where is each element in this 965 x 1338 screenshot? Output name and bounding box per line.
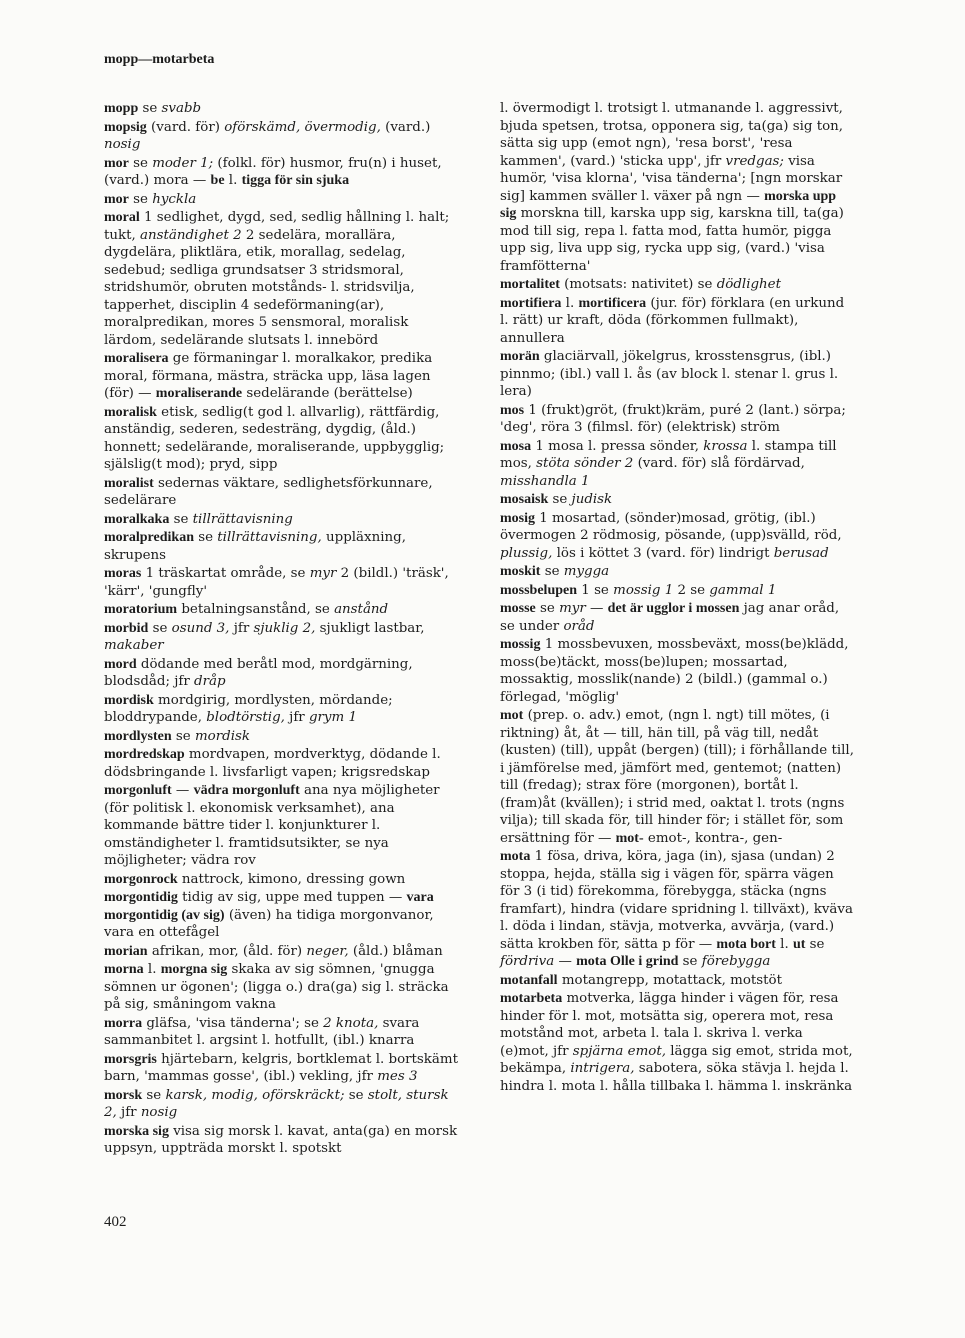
cross-reference: fördriva	[500, 954, 555, 969]
cross-reference: mordisk	[194, 728, 250, 744]
headword: morska upp sig	[500, 188, 837, 221]
definition-text: jfr	[284, 710, 309, 725]
headword: mosaisk	[500, 492, 549, 507]
dictionary-entry	[104, 601, 459, 619]
headword: mor	[104, 191, 129, 207]
headword: mosig	[500, 510, 535, 526]
dictionary-entry	[104, 746, 459, 781]
cross-reference: krossa	[703, 438, 748, 454]
definition-text: emot-, kontra-, gen-	[643, 830, 783, 846]
cross-reference: tillrättavisning,	[217, 530, 322, 545]
cross-reference: dödlighet	[716, 277, 781, 292]
definition-text: 1 mosartad, (sönder)mosad, grötig, (ibl.) övermogen 2 rödmosig, pösande, (upp)svälld, röd,	[500, 510, 842, 543]
headword: moralpredikan	[104, 530, 194, 545]
dictionary-entry	[104, 209, 459, 349]
cross-reference: neger,	[306, 943, 349, 959]
definition-text: 1 (frukt)gröt, (frukt)kräm, puré 2 (lant.) sörpa; 'deg', röra 3 (filmsl. för) (elektrisk) ström	[500, 402, 846, 435]
definition-text: 1 mossbevuxen, mossbeväxt, moss(be)klädd, moss(be)täckt, moss(be)lupen; mossartad, mossaktig, mosslik(nande) 2 (bildl.) (gammal o.) förlegad, 'möglig'	[500, 637, 849, 705]
cross-reference: stolt, stursk 2,	[104, 1087, 449, 1120]
dictionary-entry	[104, 1051, 459, 1086]
definition-text: 1 mosa l. pressa sönder,	[531, 438, 704, 454]
cross-reference: tillrättavisning	[192, 511, 293, 527]
dictionary-entry	[500, 276, 855, 294]
dictionary-entry	[104, 100, 459, 118]
cross-reference: anständighet 2	[140, 227, 242, 243]
dictionary-entry	[104, 889, 459, 942]
definition-text: (åld.) blåman	[348, 943, 443, 959]
definition-text: —	[585, 601, 608, 616]
headword: mossbelupen	[500, 582, 578, 598]
definition-text: se	[678, 954, 702, 969]
headword: moraliserande	[155, 386, 243, 401]
definition-text: mordvapen, mordverktyg, dödande l. dödsbringande l. livsfarligt vapen; krigsredskap	[104, 747, 441, 780]
definition-text: visa humör, 'visa klorna', 'visa tänderna'; [ngn morskar sig] kammen sväller l. växer på ngn —	[500, 153, 843, 204]
definition-text: motverka, lägga hinder i vägen för, resa hinder för l. mot, motsätta sig, operera mot, resa motstånd mot, arbeta l. tala l. skriva l. verka (e)mot, jfr	[500, 991, 839, 1059]
headword: morna	[104, 962, 144, 977]
definition-text: se	[535, 601, 560, 616]
cross-reference: berusad	[773, 545, 829, 561]
cross-reference: mossig 1	[613, 582, 674, 598]
dictionary-entry	[104, 656, 459, 691]
headword: mota Olle i grind	[576, 954, 679, 969]
headword: mordisk	[104, 692, 154, 708]
dictionary-entry	[500, 491, 855, 509]
dictionary-entry	[500, 636, 855, 706]
dictionary-entry	[104, 782, 459, 870]
cross-reference: hyckla	[152, 191, 197, 207]
dictionary-entry	[104, 475, 459, 510]
cross-reference: blodtörstig,	[206, 710, 285, 725]
dictionary-entry	[104, 155, 459, 190]
dictionary-entry	[104, 1015, 459, 1050]
headword: motanfall	[500, 972, 558, 988]
headword: morsgris	[104, 1051, 157, 1067]
cross-reference: nosig	[140, 1105, 178, 1120]
headword: motarbeta	[500, 991, 563, 1006]
definition-text: l.	[224, 173, 242, 188]
left-column	[104, 100, 459, 1159]
definition-text: (vard. för) slå fördärvad,	[633, 456, 805, 471]
cross-reference: 2 knota,	[323, 1015, 379, 1031]
headword: mota bort	[716, 936, 776, 952]
cross-reference: myr	[559, 601, 586, 616]
page-header: mopp—motarbeta	[104, 52, 215, 67]
definition-text: (motsats: nativitet) se	[559, 277, 717, 292]
definition-text: (vard. för)	[146, 119, 225, 135]
definition-text: ge förmaningar l. moralkakor, predika moral, förmana, mästra, sträcka upp, läsa lagen (för) —	[104, 351, 433, 401]
dictionary-entry	[104, 529, 459, 564]
cross-reference: karsk, modig, oförskräckt;	[165, 1087, 345, 1103]
definition-text: l. stampa till mos,	[500, 438, 837, 471]
cross-reference: vredgas;	[725, 153, 784, 169]
page-number: 402	[104, 1214, 127, 1230]
definition-text: se	[344, 1087, 368, 1103]
headword: moralkaka	[104, 511, 170, 527]
definition-text: (jur. för) förklara (en urkund l. rätt) ur kraft, döda (förkommen fullmakt), annullera	[500, 295, 845, 346]
dictionary-entry	[500, 848, 855, 971]
definition-text: dödande med beråtl mod, mordgärning, blodsdåd; jfr	[104, 656, 413, 689]
headword: mor	[104, 155, 129, 171]
headword: vädra morgonluft	[193, 783, 300, 798]
dictionary-entry	[500, 600, 855, 635]
definition-text: lägga sig emot, strida mot, bekämpa,	[500, 1043, 853, 1076]
headword: vara morgontidig (av sig)	[104, 890, 434, 923]
headword: mortifiera	[500, 295, 562, 311]
dictionary-entry	[104, 728, 459, 746]
headword: moralisk	[104, 404, 157, 420]
cross-reference: gammal 1	[709, 582, 777, 598]
dictionary-entry	[104, 871, 459, 889]
definition-text: se	[142, 1087, 166, 1103]
definition-text: 2 (bildl.) 'träsk', 'kärr', 'gungfly'	[104, 566, 449, 599]
definition-text: se	[540, 564, 564, 579]
headword: mopsig	[104, 119, 147, 135]
definition-text: se	[148, 620, 172, 636]
dictionary-entry	[104, 119, 459, 154]
cross-reference: grym 1	[308, 710, 357, 725]
headword: morgna sig	[160, 962, 228, 977]
cross-reference: moder 1;	[152, 155, 214, 171]
headword: morian	[104, 943, 148, 959]
headword: morska sig	[104, 1123, 169, 1139]
headword: mosse	[500, 601, 536, 616]
cross-reference: makaber	[104, 638, 164, 653]
cross-reference: nosig	[104, 137, 141, 152]
cross-reference: osund 3,	[171, 620, 230, 636]
definition-text: (folkl. för) husmor, fru(n) i huset, (vard.) mora —	[104, 155, 442, 188]
headword: ut	[792, 936, 806, 952]
definition-text: ana nya möjligheter (för politisk l. ekonomisk verksamhet), ana kommande bättre tider l. konjunkturer l. omständigheter l. framtidsutsikter, se nya möjligheter; vädra rov	[104, 783, 440, 868]
dictionary-entry	[104, 350, 459, 403]
headword: morgonluft	[104, 783, 172, 798]
dictionary-entry	[104, 1123, 459, 1158]
definition-text: glaciärvall, jökelgrus, krosstensgrus, (ibl.) pinnmo; (ibl.) vall l. ås (av block l. stenar l. grus l. lera)	[500, 349, 839, 399]
definition-text: 2 se	[673, 582, 710, 598]
headword: mossig	[500, 637, 541, 652]
headword: moratorium	[104, 602, 178, 617]
headword: moralisera	[104, 351, 169, 366]
dictionary-entry	[500, 295, 855, 348]
definition-text: jag anar oråd, se under	[500, 601, 840, 634]
headword: mos	[500, 402, 525, 418]
cross-reference: mes 3	[377, 1069, 418, 1084]
dictionary-entry	[500, 972, 855, 990]
cross-reference: oförskämd, övermodig,	[224, 119, 381, 135]
dictionary-entry	[104, 961, 459, 1014]
dictionary-entry	[500, 707, 855, 847]
cross-reference: oråd	[563, 618, 595, 634]
headword: be	[210, 173, 225, 188]
right-column	[500, 100, 855, 1096]
definition-text: se	[193, 530, 218, 545]
definition-text: 1 fösa, driva, köra, jaga (in), sjasa (undan) 2 stoppa, hejda, ställa sig i vägen för, spärra vägen för 3 (i tid) förekomma, förebygga, stäcka (ngns framfart), hindra (vidare spridning l. tillväxt), kväva l. döda i lindan, stävja, motverka, avvärja, (vard.) sätta krokben för, sätta p för —	[500, 849, 853, 952]
definition-text: 1 sedlighet, dygd, sed, sedlig hållning l. halt; tukt,	[104, 210, 450, 243]
definition-text: 1 träskartat område, se	[141, 566, 310, 581]
headword: det är ugglor i mossen	[607, 601, 740, 616]
definition-text: se	[138, 101, 162, 116]
dictionary-entry	[500, 348, 855, 401]
headword: morgontidig	[104, 890, 178, 905]
definition-text: se	[169, 511, 193, 527]
dictionary-entry	[500, 582, 855, 600]
definition-text: se	[171, 728, 195, 744]
definition-text: etisk, sedlig(t god l. allvarlig), rättfärdig, anständig, sederen, sedesträng, dygdig, (åld.) honnett; sedelärande, moraliserande, uppbygglig; själslig(t mod); pryd, sipp	[104, 404, 445, 472]
cross-reference: förebygga	[701, 954, 771, 969]
definition-text: hjärtebarn, kelgris, bortklemat l. bortskämt barn, 'mammas gosse', (ibl.) vekling, jfr	[104, 1051, 458, 1084]
dictionary-entry	[104, 1087, 459, 1122]
dictionary-entry	[500, 100, 855, 275]
definition-text: —	[171, 783, 194, 798]
definition-text: lös i köttet 3 (vard. för) lindrigt	[552, 545, 774, 561]
definition-text: sabotera, söka stävja l. hejda l. hindra l. mota l. hålla tillbaka l. hämma l. inskränka	[500, 1061, 853, 1094]
definition-text: skaka av sig sömnen, 'gnugga sömnen ur ögonen'; (ligga o.) dra(ga) sig l. sträcka på sig, småningom vakna	[104, 962, 449, 1012]
cross-reference: anstånd	[334, 602, 389, 617]
headword: mortificera	[578, 295, 647, 311]
dictionary-entry	[104, 620, 459, 655]
definition-text: 2 sedelära, morallära, dygdelära, pliktlära, etik, morallag, sedelag, sedebud; sedliga grundsatser 3 stridsmoral, stridshumör, obruten motstånds- l. stridsvilja, tapperhet, disciplin 4 sedeförmaning(ar), moralpredikan, mores 5 sensmoral, moralisk lärdom, sedelärande slutsats l. innebörd	[104, 227, 415, 348]
definition-text: l.	[561, 295, 579, 311]
dictionary-entry	[500, 563, 855, 581]
dictionary-entry	[104, 565, 459, 600]
definition-text: sjukligt lastbar,	[315, 620, 425, 636]
definition-text: sedernas väktare, sedlighetsförkunnare, sedelärare	[104, 475, 433, 508]
definition-text: se	[548, 492, 572, 507]
cross-reference: myr	[309, 566, 337, 581]
definition-text: se	[128, 155, 153, 171]
cross-reference: intrigera,	[570, 1061, 635, 1076]
definition-text: se	[805, 936, 825, 952]
headword: morän	[500, 349, 540, 364]
definition-text: visa sig morsk l. kavat, anta(ga) en morsk uppsyn, uppträda morskt l. spotskt	[104, 1123, 458, 1156]
headword: moral	[104, 210, 140, 225]
dictionary-entry	[104, 191, 459, 209]
headword: mota	[500, 849, 531, 864]
headword: mopp	[104, 101, 139, 116]
dictionary-entry	[104, 511, 459, 529]
dictionary-entry	[104, 692, 459, 727]
definition-text: (vard.)	[380, 119, 431, 135]
definition-text: nattrock, kimono, dressing gown	[177, 871, 406, 887]
dictionary-entry	[104, 404, 459, 474]
cross-reference: plussig,	[500, 545, 553, 561]
cross-reference: judisk	[571, 492, 613, 507]
headword: morsk	[104, 1087, 143, 1103]
headword: tigga för sin sjuka	[241, 173, 350, 188]
headword: mortalitet	[500, 277, 560, 292]
cross-reference: stöta sönder 2	[536, 456, 634, 471]
definition-text: betalningsanstånd, se	[177, 602, 335, 617]
definition-text: (prep. o. adv.) emot, (ngn l. ngt) till mötes, (i riktning) åt, åt — till, hän till, på väg till, nedåt (kusten) (till), uppåt (bergen) (till); i förhållande till, i jämförelse med, jämfört med, gentemot; (natten) till (fredag); strax före (morgonen), bortåt l. (fram)åt (kvällen); i strid med, oaktat l. trots (ngns vilja); till skada för, till hinder för; i stället för, som ersättning för —	[500, 708, 854, 846]
definition-text: se	[128, 191, 153, 207]
definition-text: sedelärande (berättelse)	[242, 386, 413, 401]
cross-reference: svabb	[161, 101, 202, 116]
definition-text: l.	[143, 962, 161, 977]
definition-text: 1 se	[577, 582, 614, 598]
cross-reference: sjuklig 2,	[253, 620, 316, 636]
definition-text: l.	[775, 936, 793, 952]
headword: mot	[500, 708, 524, 723]
definition-text: l. övermodigt l. trotsigt l. utmanande l. aggressivt, bjuda spetsen, trotsa, opponera sig, ta(ga) sig ton, sätta sig upp (emot ngn), 'resa borst', 'resa kammen', (vard.) 'sticka upp', jfr	[500, 101, 844, 169]
headword: moskit	[500, 564, 541, 579]
definition-text: mordgirig, mordlysten, mördande; bloddrypande,	[104, 692, 393, 725]
headword: mosa	[500, 438, 532, 454]
definition-text: jfr	[116, 1105, 141, 1120]
cross-reference: misshandla 1	[500, 473, 590, 489]
definition-text: jfr	[229, 620, 254, 636]
definition-text: —	[554, 954, 577, 969]
headword: mord	[104, 656, 137, 672]
cross-reference: spjärna emot,	[572, 1043, 666, 1059]
headword: mordlysten	[104, 728, 172, 744]
definition-text: tidig av sig, uppe med tuppen —	[177, 890, 407, 905]
definition-text: (även) ha tidiga morgonvanor, vara en ottefågel	[104, 907, 434, 940]
dictionary-entry	[500, 438, 855, 491]
headword: moralist	[104, 475, 154, 491]
definition-text: uppläxning, skrupens	[104, 530, 406, 563]
cross-reference: dråp	[194, 674, 226, 689]
headword: mot-	[615, 830, 644, 846]
definition-text: svara sammanbitet l. argsint l. hotfullt, (ibl.) knarra	[104, 1015, 420, 1048]
dictionary-entry	[500, 402, 855, 437]
headword: mordredskap	[104, 747, 185, 762]
headword: morbid	[104, 620, 149, 636]
dictionary-entry	[500, 990, 855, 1095]
headword: morgonrock	[104, 871, 178, 887]
headword: morra	[104, 1015, 143, 1031]
dictionary-entry	[500, 510, 855, 563]
cross-reference: mygga	[563, 564, 610, 579]
definition-text: motangrepp, motattack, motstöt	[557, 972, 782, 988]
dictionary-entry	[104, 943, 459, 961]
definition-text: afrikan, mor, (åld. för)	[147, 943, 307, 959]
definition-text: gläfsa, 'visa tänderna'; se	[142, 1015, 324, 1031]
headword: moras	[104, 566, 142, 581]
definition-text: morskna till, karska upp sig, karskna till, ta(ga) mod till sig, repa l. fatta mod, fatta humör, pigga upp sig, liva upp sig, rycka upp sig, (vard.) 'visa framfötterna'	[500, 206, 844, 274]
